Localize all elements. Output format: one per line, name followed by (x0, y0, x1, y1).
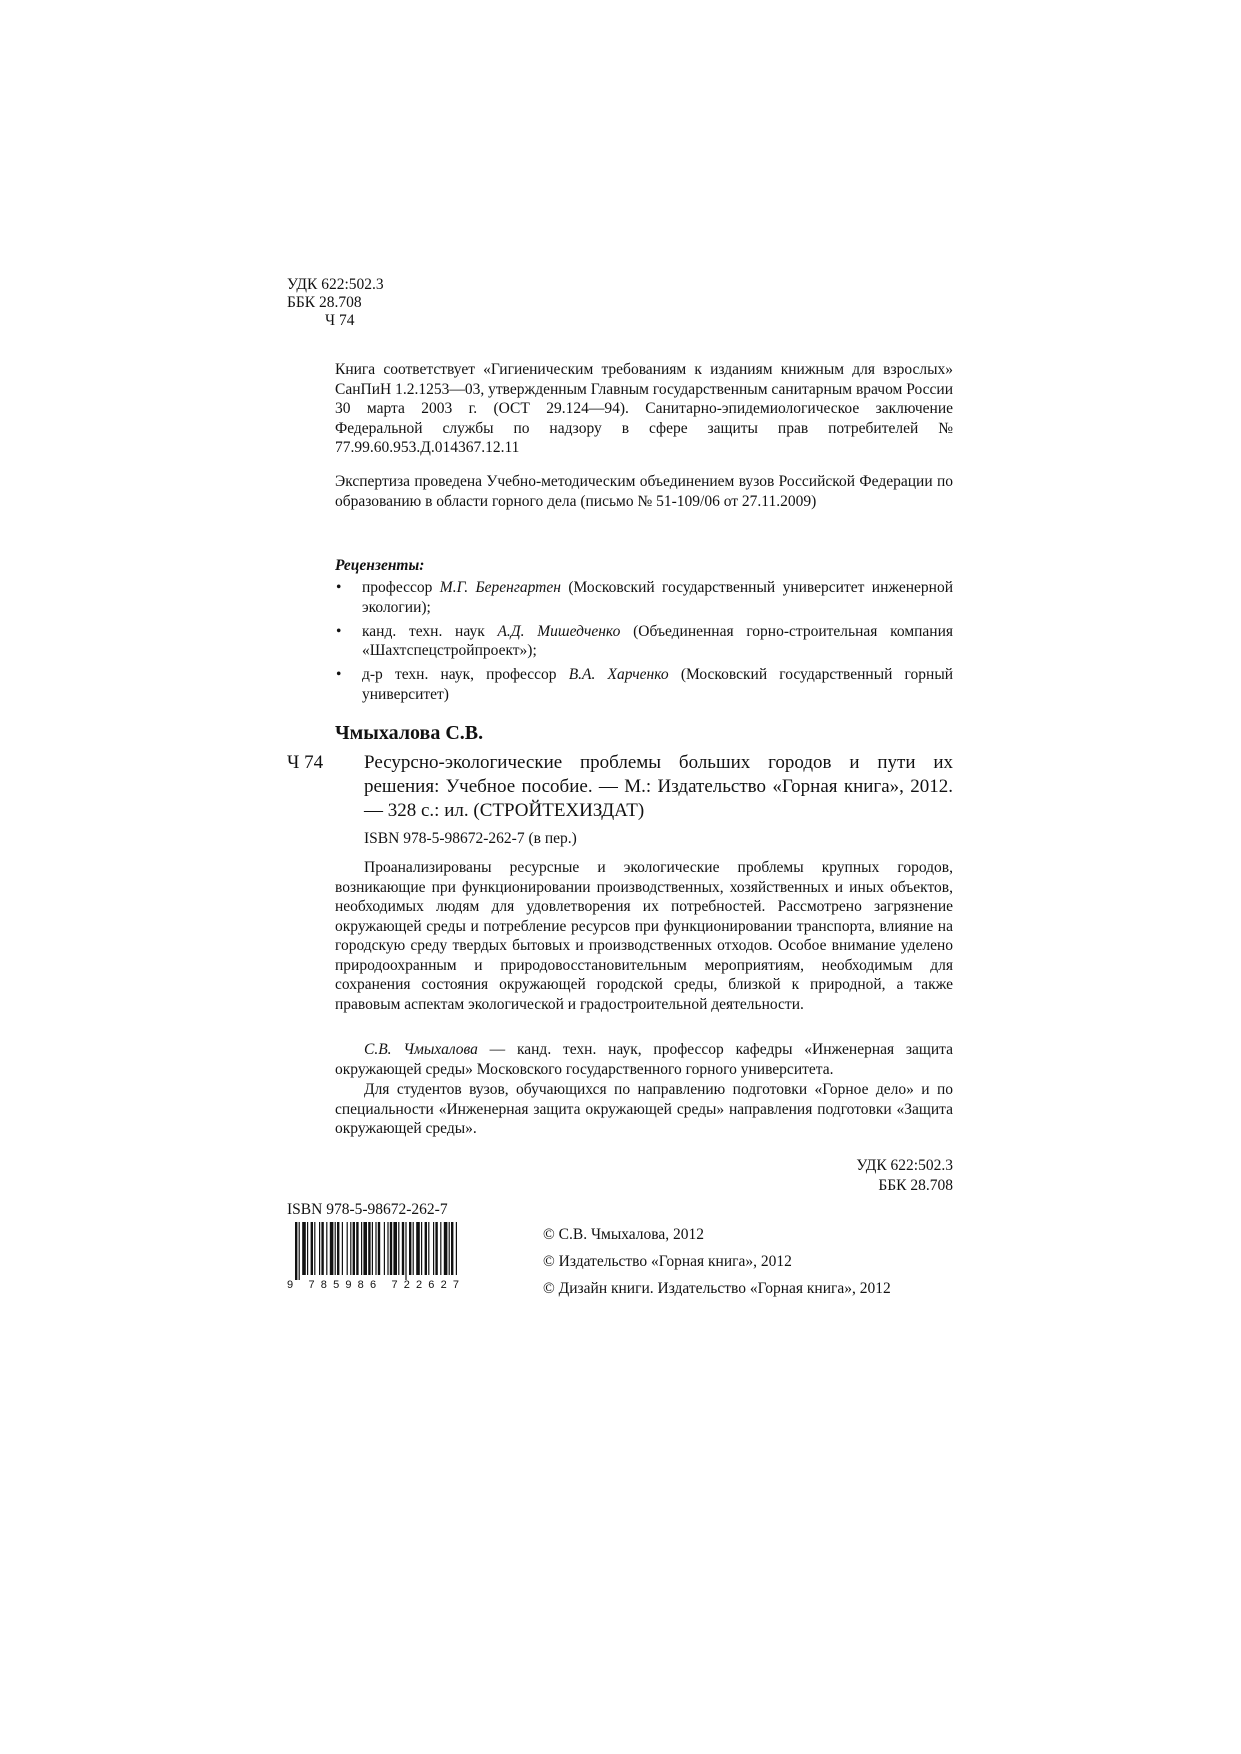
reviewer-item (335, 665, 953, 704)
bullet-icon: • (336, 622, 342, 640)
udk-code: УДК 622:502.3 (287, 276, 384, 293)
reviewer-affiliation: (Московский государственный университет инженерной экологии); (362, 579, 954, 616)
bibliographic-description: Ресурсно-экологические проблемы больших городов и пути их решения: Учебное пособие. — М.: Издательство «Горная книга», 2012. — 328 с.: ил. (СТРОЙТЕХИЗДАТ) (364, 752, 953, 821)
bbk-code-bottom: ББК 28.708 (878, 1177, 953, 1194)
reviewer-name: А.Д. Мишедченко (497, 622, 621, 640)
author-index-label: Ч 74 (287, 752, 324, 773)
abstract-author-name: С.В. Чмыхалова (364, 1041, 478, 1058)
reviewer-affiliation: (Объединенная горно-строительная компания «Шахтспецстройпроект»); (362, 622, 954, 659)
copyright-line: © Дизайн книги. Издательство «Горная книга», 2012 (543, 1280, 891, 1297)
hygiene-notice: Книга соответствует «Гигиеническим требованиям к изданиям книжным для взрослых» СанПиН 1.2.1253—03, утвержденным Главным государственным санитарным врачом России 30 марта 2003 г. (ОСТ 29.124—94). Санитарно-эпидемиологическое заключение Федеральной службы по надзору в сфере защиты прав потребителей № 77.99.60.953.Д.014367.12.11 (335, 361, 953, 456)
expertise-notice: Экспертиза проведена Учебно-методическим объединением вузов Российской Федерации по образованию в области горного дела (письмо № 51-109/06 от 27.11.2009) (335, 473, 953, 510)
reviewer-item (335, 578, 953, 617)
reviewer-name: М.Г. Беренгартен (439, 579, 561, 596)
author-info-paragraph (335, 1040, 953, 1079)
reviewer-role: канд. техн. наук (362, 622, 485, 640)
reviewers-list (335, 578, 953, 709)
reviewers-title: Рецензенты: (335, 557, 425, 574)
reviewer-name: В.А. Харченко (568, 666, 669, 683)
isbn-binding-line: ISBN 978-5-98672-262-7 (в пер.) (364, 830, 577, 847)
copyright-line: © С.В. Чмыхалова, 2012 (543, 1226, 705, 1243)
book-author: Чмыхалова С.В. (335, 722, 484, 744)
reviewer-role: профессор (362, 579, 433, 596)
barcode-digits: 9 785986 722627 (287, 1279, 459, 1290)
author-mark: Ч 74 (325, 312, 355, 329)
bbk-code: ББК 28.708 (287, 294, 362, 311)
abstract-paragraph: Проанализированы ресурсные и экологические проблемы крупных городов, возникающие при функционировании производственных, хозяйственных и иных объектов, необходимых людям для удовлетворения их потребностей. Рассмотрено загрязнение окружающей среды и потребление ресурсов при функционировании транспорта, влияние на городскую среду твердых бытовых и производственных отходов. Особое внимание уделено природоохранным и природовосстановительным мероприятиям, необходимым для сохранения состояния окружающей городской среды, близкой к природной, а также правовым аспектам экологической и градостроительной деятельности. (335, 859, 953, 1013)
bottom-classification-codes (856, 1156, 953, 1196)
copyright-line: © Издательство «Горная книга», 2012 (543, 1253, 792, 1270)
bullet-icon: • (336, 579, 342, 596)
reviewer-item (335, 622, 953, 661)
audience-paragraph: Для студентов вузов, обучающихся по направлению подготовки «Горное дело» и по специальности «Инженерная защита окружающей среды» направления подготовки «Защита окружающей среды». (335, 1081, 953, 1137)
bullet-icon: • (336, 666, 342, 683)
barcode-icon (287, 1222, 462, 1290)
reviewer-role: д-р техн. наук, профессор (362, 666, 557, 683)
classification-codes (287, 276, 384, 330)
udk-code-bottom: УДК 622:502.3 (856, 1157, 953, 1174)
reviewer-affiliation: (Московский государственный горный университет) (362, 666, 954, 703)
isbn-label: ISBN 978-5-98672-262-7 (287, 1201, 448, 1218)
abstract-author-info: — канд. техн. наук, профессор кафедры «Инженерная защита окружающей среды» Московского государственного горного университета. (335, 1041, 953, 1078)
